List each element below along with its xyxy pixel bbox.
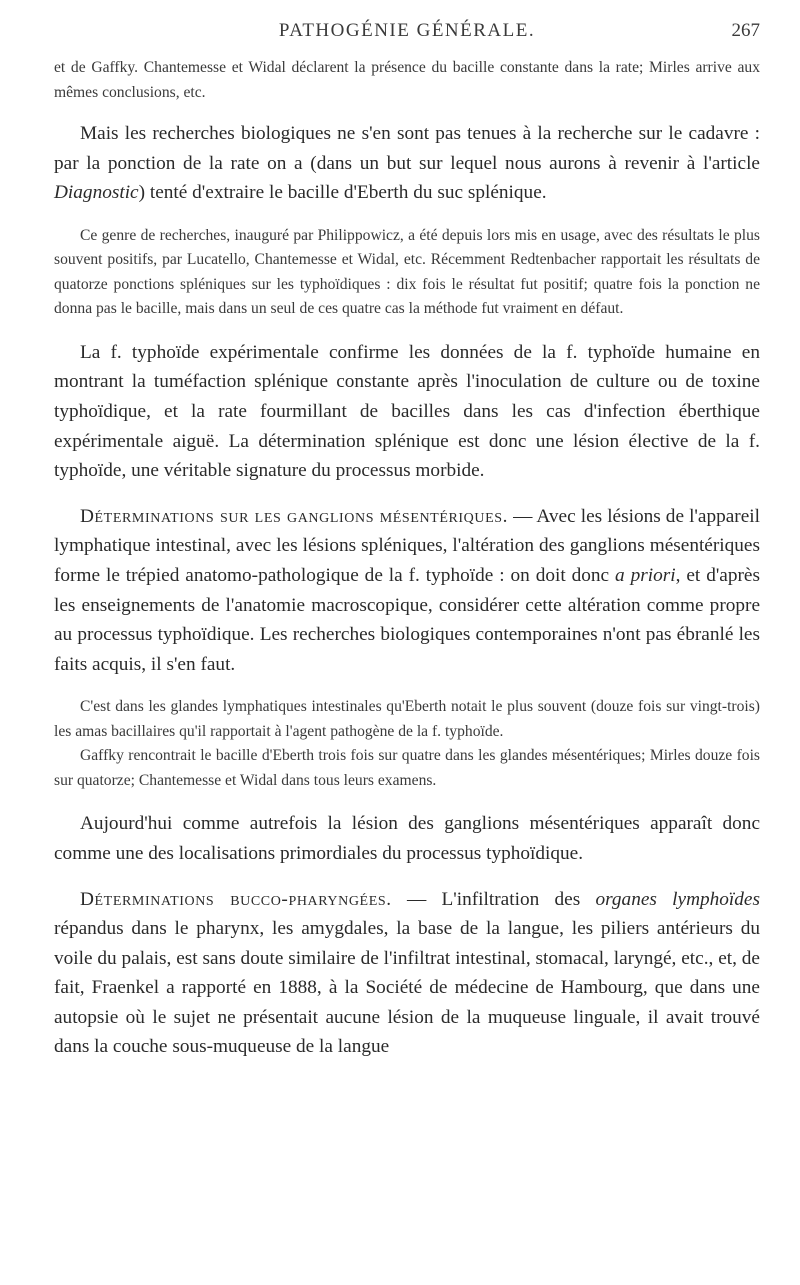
text-span: , et d'après les enseignements de l'anatomie macroscopique, considérer cette altération comme propre au processus typhoïdique. Les recherches biologiques contemporaines n'ont pas ébranlé les faits acquis, il s'en faut. [54, 564, 760, 675]
emphasis: organes lymphoïdes [595, 888, 760, 910]
text-span: ) tenté d'extraire le bacille d'Eberth du suc splénique. [138, 182, 547, 204]
text-span: — L'infiltration des [391, 888, 596, 910]
text-span: — Avec les lésions de l'appareil lymphatique intestinal, avec les lésions spléniques, l'altération des ganglions mésentériques forme le trépied anatomo-pathologique de la f. typhoïde : on doit donc [54, 505, 760, 586]
book-page [54, 0, 760, 1062]
paragraph-eberth-note: C'est dans les glandes lymphatiques intestinales qu'Eberth notait le plus souvent (douze fois sur vingt-trois) les amas bacillaires qu'il rapportait à l'agent pathogène de la f. typhoïde. [54, 698, 760, 740]
page-number: 267 [731, 20, 760, 41]
emphasis: a priori [615, 564, 676, 586]
paragraph-experimental-typhoid: La f. typhoïde expérimentale confirme les données de la f. typhoïde humaine en montrant la tuméfaction splénique constante après l'inoculation de culture ou de toxine typhoïdique, et la rate fourmillant de bacilles dans les cas d'infection éberthique expérimentale aiguë. La détermination splénique est donc une lésion élective de la f. typhoïde, une véritable signature du processus morbide. [54, 341, 760, 482]
paragraph-gaffky-note: Gaffky rencontrait le bacille d'Eberth trois fois sur quatre dans les glandes mésentériques; Mirles douze fois sur quatorze; Chantemesse et Widal dans tous leurs examens. [54, 747, 760, 789]
text-span: répandus dans le pharynx, les amygdales, la base de la langue, les piliers antérieurs du voile du palais, est sans doute similaire de l'infiltrat intestinal, stomacal, laryngé, etc., et, de fait, Fraenkel a rapporté en 1888, à la Société de médecine de Hambourg, que dans une autopsie où le sujet ne présentait aucune lésion de la muqueuse linguale, il avait trouvé dans la couche sous-muqueuse de la langue [54, 918, 760, 1058]
paragraph-continuation: et de Gaffky. Chantemesse et Widal déclarent la présence du bacille constante dans la rate; Mirles arrive aux mêmes conclusions, etc. [54, 59, 760, 101]
paragraph-biological-research [54, 119, 760, 208]
running-header [54, 0, 760, 56]
section-heading: Déterminations sur les ganglions mésentériques. [80, 505, 509, 527]
paragraph-mesenteric-conclusion: Aujourd'hui comme autrefois la lésion des ganglions mésentériques apparaît donc comme une des localisations primordiales du processus typhoïdique. [54, 813, 760, 864]
article-reference: Diagnostic [54, 182, 139, 204]
section-heading: Déterminations bucco-pharyngées. [80, 888, 392, 910]
text-span: Mais les recherches biologiques ne s'en sont pas tenues à la recherche sur le cadavre : par la ponction de la rate on a (dans un but sur lequel nous aurons à revenir à l'article [54, 123, 760, 174]
section-bucco-pharyngeal [54, 885, 760, 1063]
paragraph-splenic-puncture-note: Ce genre de recherches, inauguré par Philippowicz, a été depuis lors mis en usage, avec des résultats le plus souvent positifs, par Lucatello, Chantemesse et Widal, etc. Récemment Redtenbacher rapportait les résultats de quatorze ponctions spléniques sur les typhoïdiques : dix fois le résultat fut positif; quatre fois la ponction ne donna pas le bacille, mais dans un seul de ces quatre cas la méthode fut vraiment en défaut. [54, 226, 760, 318]
section-mesenteric-ganglia [54, 502, 760, 680]
running-title: PATHOGÉNIE GÉNÉRALE. [278, 20, 536, 41]
